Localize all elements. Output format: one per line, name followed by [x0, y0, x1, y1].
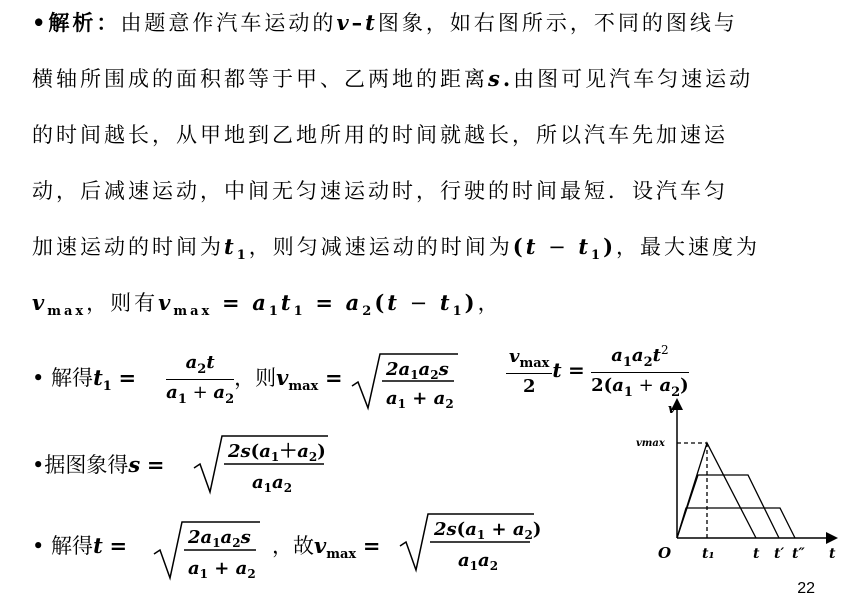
equation-t1: • 解得$t_1$ = $\frac{a_2t}{a_1 + a_2}$ ，则$v_{max}$ =: [32, 352, 343, 407]
vt-graph: [630, 398, 843, 568]
page-number: 22: [797, 580, 815, 597]
t-double-prime-label: t″: [792, 546, 805, 562]
svg-text:2s(a1＋a2): $2s(a_1+a_2)$: [228, 441, 326, 464]
paragraph-line-2: 横轴所围成的面积都等于甲、乙两地的距离s.由图可见汽车匀速运动: [32, 66, 754, 91]
svg-text:2a1a2s: $2a_1a_2s$: [188, 527, 251, 550]
sqrt-s: [192, 430, 332, 496]
svg-text:a1 + a2: $a_1 + a_2$: [188, 558, 256, 581]
t-prime-label: t′: [774, 546, 785, 562]
x-axis-label: t: [829, 546, 836, 562]
paragraph-line-5: 加速运动的时间为$t_1$，则匀减速运动的时间为$(t - t_1)$，最大速度为: [32, 234, 761, 263]
t-label: t: [753, 546, 760, 562]
svg-text:a1a2: $a_1a_2$: [458, 550, 499, 573]
sqrt-t: [152, 516, 262, 582]
svg-text:a1 + a2: $a_1 + a_2$: [386, 388, 454, 411]
paragraph-line-1: •解析：由题意作汽车运动的v–t图象，如右图所示，不同的图线与: [32, 10, 738, 35]
svg-text:a1a2: $a_1a_2$: [252, 472, 293, 495]
side-equation: $\frac{v_{max}}{2}$ t = $\frac{a_1a_2t^2}{2(a_1 + a_2)}$: [506, 343, 689, 400]
paragraph-line-3: 的时间越长，从甲地到乙地所用的时间就越长，所以汽车先加速运: [32, 123, 728, 147]
origin-label: O: [658, 544, 672, 562]
paragraph-line-6: $v_{max}$，则有$v_{max} = a_1t_1 = a_2(t - t_1)$，: [32, 290, 502, 319]
equation-t: • 解得t =: [32, 533, 128, 558]
y-axis-label: v: [668, 402, 676, 417]
svg-text:2s(a1 + a2): $2s(a_1 + a_2)$: [434, 519, 542, 542]
t1-label: t₁: [702, 546, 715, 562]
svg-text:2a1a2s: $2a_1a_2s$: [386, 359, 449, 382]
analysis-label: •解析：: [32, 10, 121, 35]
sqrt-vmax-2: [398, 508, 542, 574]
equation-vmax-final: ，故$v_{max}$ =: [272, 533, 381, 562]
graph-line-triangle: [677, 443, 756, 538]
paragraph-line-4: 动，后减速运动，中间无匀速运动时，行驶的时间最短．设汽车匀: [32, 179, 728, 203]
equation-s: •据图象得s =: [32, 452, 165, 477]
vmax-label: vmax: [636, 438, 665, 449]
sqrt-vmax-1: [350, 350, 460, 412]
